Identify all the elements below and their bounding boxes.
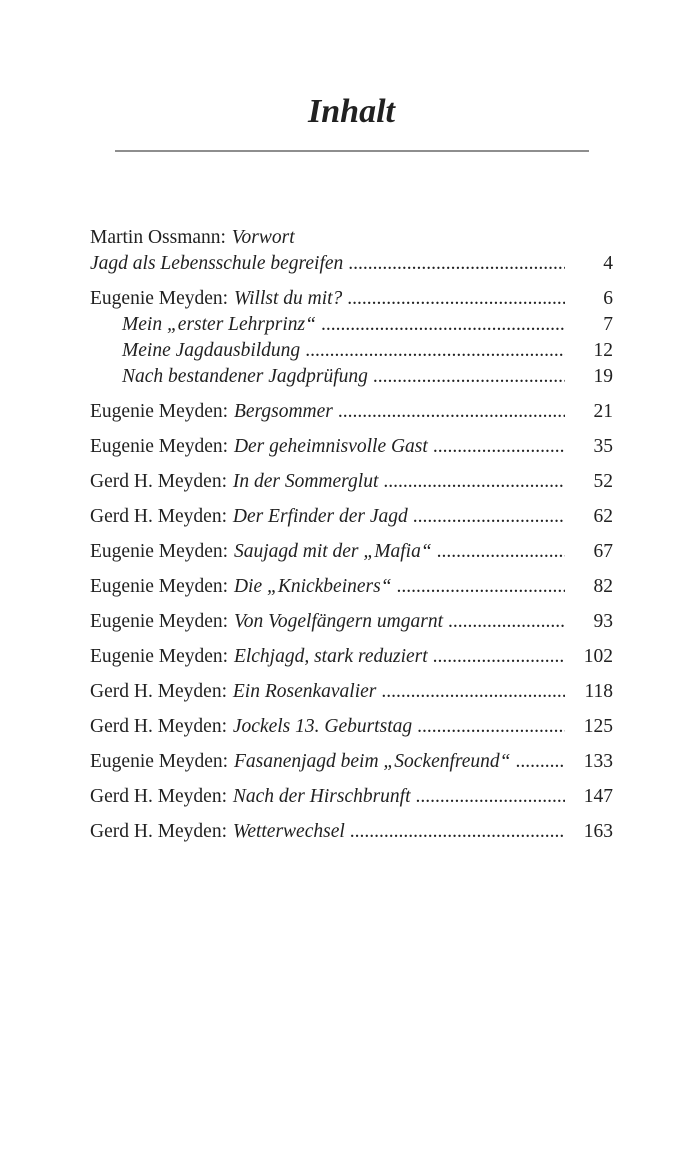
entry-text bbox=[90, 819, 345, 845]
entry-text bbox=[90, 714, 412, 740]
entry-text bbox=[90, 434, 428, 460]
entry-page-number: 4 bbox=[603, 253, 613, 274]
entry-author: Gerd H. Meyden: bbox=[90, 471, 228, 492]
entry-text bbox=[90, 504, 408, 530]
entry-page-number: 163 bbox=[583, 821, 613, 842]
entry-text bbox=[90, 749, 511, 775]
entry-page-number: 12 bbox=[593, 340, 613, 361]
entry-title: Elchjagd, stark reduziert bbox=[233, 646, 428, 667]
entry-page-number: 93 bbox=[593, 611, 613, 632]
entry-page-number: 67 bbox=[593, 541, 613, 562]
entry-title: Willst du mit? bbox=[233, 288, 343, 309]
dot-leader bbox=[433, 434, 565, 460]
toc-list bbox=[90, 225, 613, 845]
toc-entry-line bbox=[90, 225, 613, 251]
entry-text bbox=[90, 251, 343, 277]
toc-entry-line bbox=[90, 251, 613, 277]
toc-entry-line bbox=[90, 434, 613, 460]
entry-author: Eugenie Meyden: bbox=[90, 751, 229, 772]
entry-title: In der Sommerglut bbox=[232, 471, 379, 492]
entry-title: Nach der Hirschbrunft bbox=[232, 786, 411, 807]
dot-leader bbox=[417, 714, 565, 740]
toc-entry-line bbox=[90, 469, 613, 495]
toc-entry-line bbox=[90, 749, 613, 775]
entry-title: Wetterwechsel bbox=[232, 821, 345, 842]
dot-leader bbox=[348, 251, 565, 277]
entry-page-number: 82 bbox=[593, 576, 613, 597]
entry-text bbox=[90, 312, 316, 338]
entry-title: Meine Jagdausbildung bbox=[122, 340, 301, 361]
dot-leader bbox=[321, 312, 565, 338]
entry-text bbox=[90, 469, 378, 495]
dot-leader bbox=[416, 784, 565, 810]
entry-author: Gerd H. Meyden: bbox=[90, 786, 228, 807]
toc-entry-line bbox=[90, 539, 613, 565]
entry-title: Jockels 13. Geburtstag bbox=[232, 716, 413, 737]
entry-author: Eugenie Meyden: bbox=[90, 436, 229, 457]
dot-leader bbox=[448, 609, 565, 635]
toc-subentry-line bbox=[90, 364, 613, 390]
entry-title: Vorwort bbox=[231, 227, 295, 248]
dot-leader bbox=[347, 286, 565, 312]
page-title: Inhalt bbox=[308, 93, 395, 130]
dot-leader bbox=[305, 338, 565, 364]
entry-text bbox=[90, 338, 300, 364]
entry-text bbox=[90, 679, 376, 705]
entry-title: Bergsommer bbox=[233, 401, 333, 422]
entry-page-number: 21 bbox=[593, 401, 613, 422]
dot-leader bbox=[383, 469, 565, 495]
entry-text bbox=[90, 225, 295, 251]
dot-leader bbox=[338, 399, 565, 425]
toc-page bbox=[0, 92, 682, 1168]
entry-page-number: 6 bbox=[603, 288, 613, 309]
toc-entry-line bbox=[90, 714, 613, 740]
entry-author: Martin Ossmann: bbox=[90, 227, 226, 248]
entry-text bbox=[90, 539, 432, 565]
toc-entry-line bbox=[90, 399, 613, 425]
dot-leader bbox=[397, 574, 565, 600]
entry-title: Der geheimnisvolle Gast bbox=[233, 436, 428, 457]
toc-entry-line bbox=[90, 504, 613, 530]
dot-leader bbox=[516, 749, 565, 775]
entry-title: Jagd als Lebensschule begreifen bbox=[90, 253, 344, 274]
entry-text bbox=[90, 784, 411, 810]
dot-leader bbox=[413, 504, 565, 530]
entry-page-number: 7 bbox=[603, 314, 613, 335]
entry-text bbox=[90, 286, 342, 312]
entry-page-number: 102 bbox=[583, 646, 613, 667]
dot-leader bbox=[433, 644, 565, 670]
entry-author: Gerd H. Meyden: bbox=[90, 681, 228, 702]
dot-leader bbox=[373, 364, 565, 390]
entry-title: Mein „erster Lehrprinz“ bbox=[122, 314, 316, 335]
entry-title: Die „Knickbeiners“ bbox=[233, 576, 392, 597]
toc-subentry-line bbox=[90, 338, 613, 364]
entry-author: Eugenie Meyden: bbox=[90, 541, 229, 562]
entry-author: Gerd H. Meyden: bbox=[90, 821, 228, 842]
toc-entry-line bbox=[90, 819, 613, 845]
entry-title: Nach bestandener Jagdprüfung bbox=[122, 366, 368, 387]
entry-title: Der Erfinder der Jagd bbox=[232, 506, 408, 527]
dot-leader bbox=[437, 539, 565, 565]
title-divider-rule bbox=[115, 150, 589, 152]
entry-author: Eugenie Meyden: bbox=[90, 401, 229, 422]
entry-title: Ein Rosenkavalier bbox=[232, 681, 377, 702]
toc-entry-line bbox=[90, 609, 613, 635]
entry-author: Gerd H. Meyden: bbox=[90, 506, 228, 527]
entry-page-number: 62 bbox=[593, 506, 613, 527]
entry-author: Gerd H. Meyden: bbox=[90, 716, 228, 737]
toc-entry-line bbox=[90, 286, 613, 312]
entry-title: Saujagd mit der „Mafia“ bbox=[233, 541, 432, 562]
entry-title: Von Vogelfängern umgarnt bbox=[233, 611, 444, 632]
entry-page-number: 118 bbox=[584, 681, 613, 702]
entry-page-number: 133 bbox=[583, 751, 613, 772]
entry-text bbox=[90, 644, 428, 670]
entry-author: Eugenie Meyden: bbox=[90, 646, 229, 667]
entry-page-number: 52 bbox=[593, 471, 613, 492]
dot-leader bbox=[350, 819, 565, 845]
entry-page-number: 125 bbox=[583, 716, 613, 737]
entry-page-number: 35 bbox=[593, 436, 613, 457]
dot-leader bbox=[381, 679, 565, 705]
entry-author: Eugenie Meyden: bbox=[90, 288, 229, 309]
toc-entry-line bbox=[90, 644, 613, 670]
entry-author: Eugenie Meyden: bbox=[90, 576, 229, 597]
entry-text bbox=[90, 609, 443, 635]
toc-entry-line bbox=[90, 784, 613, 810]
entry-author: Eugenie Meyden: bbox=[90, 611, 229, 632]
entry-text bbox=[90, 399, 333, 425]
entry-title: Fasanenjagd beim „Sockenfreund“ bbox=[233, 751, 511, 772]
entry-text bbox=[90, 574, 392, 600]
toc-subentry-line bbox=[90, 312, 613, 338]
entry-page-number: 19 bbox=[593, 366, 613, 387]
entry-text bbox=[90, 364, 368, 390]
toc-entry-line bbox=[90, 574, 613, 600]
entry-page-number: 147 bbox=[583, 786, 613, 807]
toc-entry-line bbox=[90, 679, 613, 705]
